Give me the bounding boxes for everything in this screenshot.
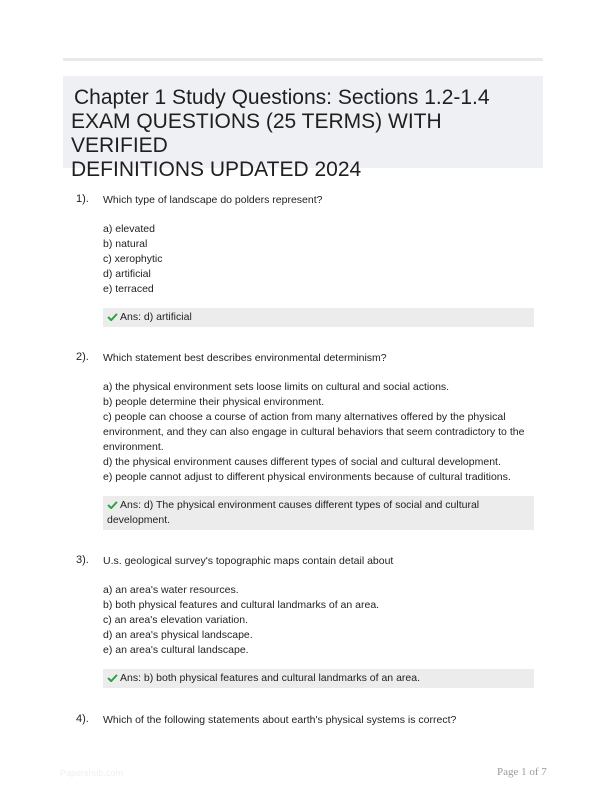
option: a) elevated bbox=[103, 223, 155, 235]
option: b) both physical features and cultural landmarks of an area. bbox=[103, 599, 380, 611]
option: e) terraced bbox=[103, 283, 154, 295]
answer-text: Ans: d) The physical environment causes different types of social and cultural development. bbox=[107, 499, 480, 526]
question-number: 2). bbox=[76, 351, 89, 363]
answer-text: Ans: b) both physical features and cultural landmarks of an area. bbox=[120, 672, 420, 684]
title-line-2: EXAM QUESTIONS (25 TERMS) WITH VERIFIED bbox=[71, 110, 442, 157]
question-number: 1). bbox=[76, 193, 89, 205]
answer-box bbox=[103, 669, 534, 688]
option: a) an area's water resources. bbox=[103, 584, 239, 596]
option: e) an area's cultural landscape. bbox=[103, 644, 249, 656]
answer-box bbox=[103, 496, 534, 530]
option: a) the physical environment sets loose limits on cultural and social actions. bbox=[103, 381, 450, 393]
option: c) people can choose a course of action from many alternatives offered by the physical environment, and they can also engage in cultural behaviors that seem contradictory to the environment. bbox=[103, 411, 525, 453]
document-title-box bbox=[63, 76, 543, 181]
question-text: Which statement best describes environmental determinism? bbox=[103, 352, 387, 364]
title-line-3: DEFINITIONS UPDATED 2024 bbox=[71, 158, 362, 181]
checkmark-icon bbox=[107, 674, 118, 682]
title-line-1: Chapter 1 Study Questions: Sections 1.2-1.4 bbox=[74, 86, 490, 109]
question-number: 3). bbox=[76, 554, 89, 566]
option: b) natural bbox=[103, 238, 148, 250]
options-list bbox=[103, 583, 535, 658]
answer-box bbox=[103, 308, 534, 327]
option: b) people determine their physical environment. bbox=[103, 396, 325, 408]
question-text: Which of the following statements about earth's physical systems is correct? bbox=[103, 714, 457, 726]
top-divider bbox=[63, 58, 543, 61]
checkmark-icon bbox=[107, 501, 118, 509]
options-list bbox=[103, 380, 535, 485]
watermark: Papershub.com bbox=[60, 768, 124, 778]
question-number: 4). bbox=[76, 713, 89, 725]
page-number: Page 1 of 7 bbox=[497, 766, 547, 778]
option: d) artificial bbox=[103, 268, 151, 280]
option: d) the physical environment causes different types of social and cultural development. bbox=[103, 456, 501, 468]
option: c) an area's elevation variation. bbox=[103, 614, 249, 626]
options-list bbox=[103, 222, 535, 297]
option: d) an area's physical landscape. bbox=[103, 629, 253, 641]
option: c) xerophytic bbox=[103, 253, 163, 265]
question-text: U.s. geological survey's topographic maps contain detail about bbox=[103, 555, 394, 567]
answer-text: Ans: d) artificial bbox=[120, 311, 192, 323]
option: e) people cannot adjust to different physical environments because of cultural traditions. bbox=[103, 471, 511, 483]
question-text: Which type of landscape do polders represent? bbox=[103, 194, 323, 206]
checkmark-icon bbox=[107, 313, 118, 321]
